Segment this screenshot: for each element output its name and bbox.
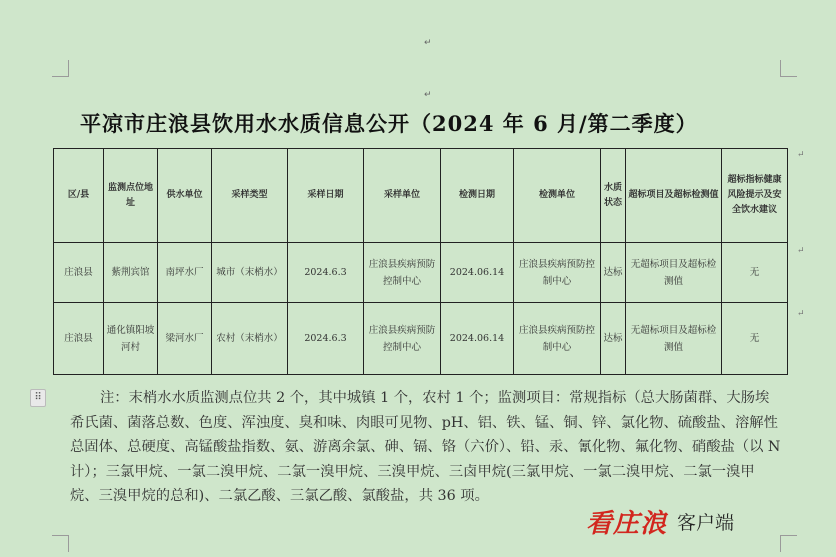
table-cell: 庄浪县疾病预防控制中心 [514, 303, 601, 375]
table-cell: 庄浪县疾病预防控制中心 [364, 303, 441, 375]
table-row [54, 243, 788, 303]
header-cell: 采样单位 [364, 149, 441, 243]
table-cell: 庄浪县 [54, 303, 104, 375]
page-corner-top-right [780, 60, 797, 77]
row-end-mark: ↵ [797, 309, 805, 319]
table-cell: 梁河水厂 [158, 303, 212, 375]
table-cell: 2024.6.3 [288, 303, 364, 375]
page-corner-bottom-left [52, 535, 69, 552]
table-cell: 庄浪县疾病预防控制中心 [364, 243, 441, 303]
table-cell: 无 [722, 243, 788, 303]
table-cell: 庄浪县疾病预防控制中心 [514, 243, 601, 303]
row-end-mark: ↵ [797, 150, 805, 160]
header-cell: 采样类型 [212, 149, 288, 243]
header-cell: 检测单位 [514, 149, 601, 243]
table-cell: 无 [722, 303, 788, 375]
water-quality-table [53, 148, 788, 375]
header-cell: 水质状态 [601, 149, 626, 243]
header-cell: 超标指标健康风险提示及安全饮水建议 [722, 149, 788, 243]
brand-logo-text: 看庄浪 [586, 509, 668, 539]
header-cell: 监测点位地址 [104, 149, 158, 243]
table-header-row [54, 149, 788, 243]
table-cell: 无超标项目及超标检测值 [626, 243, 722, 303]
row-end-mark: ↵ [797, 246, 805, 256]
page-corner-bottom-right [780, 535, 797, 552]
header-cell: 区/县 [54, 149, 104, 243]
table-cell: 无超标项目及超标检测值 [626, 303, 722, 375]
header-cell: 供水单位 [158, 149, 212, 243]
header-cell: 采样日期 [288, 149, 364, 243]
document-title: 平凉市庄浪县饮用水水质信息公开（2024 年 6 月/第二季度） [80, 111, 698, 136]
header-cell: 检测日期 [441, 149, 514, 243]
table-cell: 达标 [601, 303, 626, 375]
table-row [54, 303, 788, 375]
table-cell: 庄浪县 [54, 243, 104, 303]
table-cell: 南坪水厂 [158, 243, 212, 303]
table-cell: 2024.06.14 [441, 303, 514, 375]
table-cell: 紫荆宾馆 [104, 243, 158, 303]
app-watermark [586, 503, 734, 540]
table-cell: 城市（末梢水） [212, 243, 288, 303]
paragraph-mark: ↵ [424, 38, 432, 48]
header-cell: 超标项目及超标检测值 [626, 149, 722, 243]
page-corner-top-left [52, 60, 69, 77]
move-handle-icon[interactable]: ⠿ [30, 389, 46, 407]
note-paragraph: 注：末梢水水质监测点位共 2 个，其中城镇 1 个，农村 1 个；监测项目：常规指标（总大肠菌群、大肠埃希氏菌、菌落总数、色度、浑浊度、臭和味、肉眼可见物、pH、铝、铁、锰、铜、锌、氯化物、硫酸盐、溶解性总固体、总硬度、高锰酸盐指数、氨、游离余氯、砷、镉、铬（六价）、铅、汞、氰化物、氟化物、硝酸盐（以 N 计）；三氯甲烷、一氯二溴甲烷、二氯一溴甲烷、三溴甲烷、三卤甲烷(三氯甲烷、一氯二溴甲烷、二氯一溴甲烷、三溴甲烷的总和)、二氯乙酸、三氯乙酸、氯酸盐，共 36 项。 [70, 390, 781, 504]
paragraph-mark: ↵ [424, 90, 432, 100]
table-cell: 2024.6.3 [288, 243, 364, 303]
table-cell: 达标 [601, 243, 626, 303]
table-cell: 2024.06.14 [441, 243, 514, 303]
table-cell: 通化镇阳坡河村 [104, 303, 158, 375]
table-cell: 农村（末梢水） [212, 303, 288, 375]
brand-suffix-text: 客户端 [677, 512, 735, 534]
